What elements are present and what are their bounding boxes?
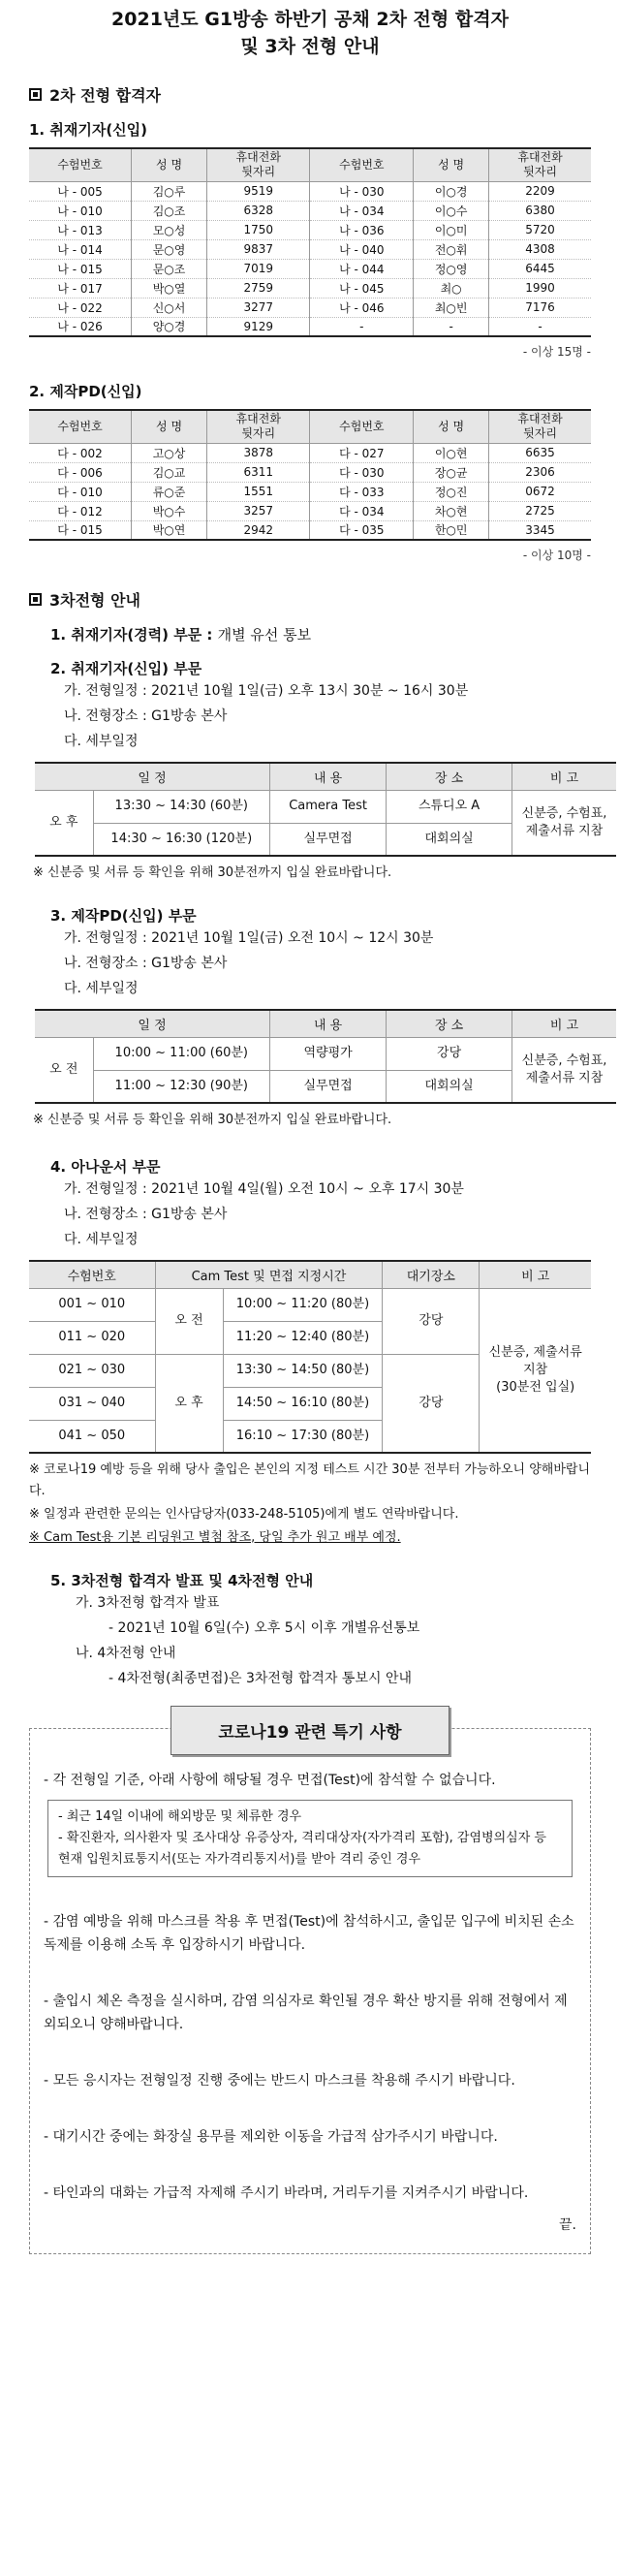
table-cell: 9837 (206, 239, 310, 259)
ampm-cell: 오 전 (155, 1288, 223, 1354)
part-announcer: 4. 아나운서 부문 (50, 1158, 161, 1176)
table-cell: 양○경 (132, 317, 207, 336)
square-bullet-icon (29, 88, 42, 101)
announcer-schedule-table (29, 1260, 591, 1454)
section-heading-third-round (29, 588, 591, 611)
title-line-1: 2021년도 G1방송 하반기 공채 2차 전형 합격자 (111, 9, 509, 30)
table-cell: 다 - 002 (29, 443, 132, 462)
detail-line: 나. 전형장소 : G1방송 본사 (64, 708, 228, 724)
number-cell: 021 ~ 030 (29, 1354, 155, 1387)
table-cell: 나 - 036 (310, 220, 414, 239)
table-cell: 2759 (206, 278, 310, 298)
reporter-schedule-table (35, 762, 616, 857)
detail-line: - 2021년 10월 6일(수) 오후 5시 이후 개별유선통보 (108, 1620, 420, 1636)
covid-item: - 모든 응시자는 전형일정 진행 중에는 반드시 마스크를 착용해 주시기 바랍니다. (44, 2073, 515, 2089)
table-cell: 나 - 034 (310, 201, 414, 220)
part-results: 5. 3차전형 합격자 발표 및 4차전형 안내 (50, 1572, 314, 1589)
number-cell: 031 ~ 040 (29, 1387, 155, 1420)
table-row (29, 501, 591, 520)
table-row (29, 317, 591, 336)
time-cell: 16:10 ~ 17:30 (80분) (223, 1420, 383, 1453)
producer-passers-table (29, 409, 591, 541)
col-header: 수험번호 (310, 148, 414, 181)
detail-line: 나. 전형장소 : G1방송 본사 (64, 956, 228, 971)
table-row (29, 443, 591, 462)
table-cell: 6635 (489, 443, 591, 462)
table-row (29, 278, 591, 298)
detail-line: 나. 전형장소 : G1방송 본사 (64, 1207, 228, 1222)
col-header: Cam Test 및 면접 지정시간 (155, 1261, 383, 1288)
table-row (29, 298, 591, 317)
covid-item: - 출입시 체온 측정을 실시하며, 감염 의심자로 확인될 경우 확산 방지를 위해 전형에서 제외되오니 양해바랍니다. (44, 1994, 568, 2032)
content-cell: 실무면접 (270, 1070, 387, 1103)
col-header: 비 고 (512, 763, 616, 790)
covid-notice-title: 코로나19 관련 특기 사항 (170, 1706, 449, 1755)
ampm-cell: 오 후 (155, 1354, 223, 1453)
col-header: 휴대전화 뒷자리 (489, 148, 591, 181)
col-header: 비 고 (480, 1261, 591, 1288)
detail-line: - 4차전형(최종면접)은 3차전형 합격자 통보시 안내 (108, 1671, 412, 1686)
table-cell: 0672 (489, 482, 591, 501)
table-cell: 7019 (206, 259, 310, 278)
table-row (29, 482, 591, 501)
table-cell: 2306 (489, 462, 591, 482)
part-text: 개별 유선 통보 (217, 626, 312, 644)
subsection-reporter-new: 1. 취재기자(신입) (29, 121, 148, 139)
covid-intro: - 각 전형일 기준, 아래 사항에 해당될 경우 면접(Test)에 참석할 수 없습니다. (44, 1773, 496, 1788)
time-cell: 11:00 ~ 12:30 (90분) (93, 1070, 270, 1103)
table-cell: 나 - 017 (29, 278, 132, 298)
table-cell: 문○영 (132, 239, 207, 259)
detail-line: 가. 전형일정 : 2021년 10월 1일(금) 오전 10시 ~ 12시 30분 (64, 930, 434, 946)
section-heading-passers (29, 83, 591, 106)
table-cell: 박○열 (132, 278, 207, 298)
end-mark: 끝. (559, 2217, 576, 2233)
table-cell: 김○루 (132, 181, 207, 201)
announcer-note-1: ※ 코로나19 예방 등을 위해 당사 출입은 본인의 지정 테스트 시간 30분 전부터 가능하오니 양해바랍니다. (29, 1462, 591, 1498)
time-cell: 10:00 ~ 11:00 (60분) (93, 1037, 270, 1070)
table-row (29, 201, 591, 220)
table-cell: - (310, 317, 414, 336)
table-cell: 다 - 033 (310, 482, 414, 501)
table-cell: 나 - 044 (310, 259, 414, 278)
col-header: 성 명 (414, 410, 489, 443)
table-cell: 3257 (206, 501, 310, 520)
table-cell: 6445 (489, 259, 591, 278)
place-cell: 대회의실 (387, 823, 512, 856)
content-cell: Camera Test (270, 790, 387, 823)
detail-line: 다. 세부일정 (64, 1232, 139, 1247)
part-title: 1. 취재기자(경력) 부문 : (50, 626, 218, 644)
table-cell: 다 - 027 (310, 443, 414, 462)
col-header: 성 명 (132, 410, 207, 443)
table-cell: 나 - 015 (29, 259, 132, 278)
table-cell: 장○균 (414, 462, 489, 482)
table-cell: 9519 (206, 181, 310, 201)
col-header: 장 소 (387, 1010, 512, 1037)
table-cell: 정○영 (414, 259, 489, 278)
table-cell: 다 - 015 (29, 520, 132, 540)
col-header: 휴대전화 뒷자리 (206, 410, 310, 443)
table-cell: 정○진 (414, 482, 489, 501)
table-cell: 다 - 030 (310, 462, 414, 482)
place-cell: 강당 (387, 1037, 512, 1070)
detail-line: 가. 전형일정 : 2021년 10월 1일(금) 오후 13시 30분 ~ 16시 30분 (64, 683, 469, 699)
detail-line: 다. 세부일정 (64, 734, 139, 749)
content-cell: 역량평가 (270, 1037, 387, 1070)
time-cell: 10:00 ~ 11:20 (80분) (223, 1288, 383, 1321)
table-cell: 다 - 006 (29, 462, 132, 482)
col-header: 휴대전화 뒷자리 (489, 410, 591, 443)
time-cell: 14:30 ~ 16:30 (120분) (93, 823, 270, 856)
table-cell: 문○조 (132, 259, 207, 278)
part-reporter-new: 2. 취재기자(신입) 부문 (50, 660, 202, 677)
col-header: 일 정 (35, 1010, 270, 1037)
table-cell: 고○상 (132, 443, 207, 462)
table-cell: 박○수 (132, 501, 207, 520)
ampm-cell: 오 전 (35, 1037, 93, 1103)
col-header: 장 소 (387, 763, 512, 790)
table-cell: 3345 (489, 520, 591, 540)
table-cell: 나 - 040 (310, 239, 414, 259)
col-header: 일 정 (35, 763, 270, 790)
number-cell: 011 ~ 020 (29, 1321, 155, 1354)
number-cell: 001 ~ 010 (29, 1288, 155, 1321)
table-cell: 1990 (489, 278, 591, 298)
announcer-note-3: ※ Cam Test용 기본 리딩원고 별첨 참조, 당일 추가 원고 배부 예정. (29, 1530, 401, 1545)
table-cell: 1551 (206, 482, 310, 501)
table-row (29, 220, 591, 239)
table-cell: 이○수 (414, 201, 489, 220)
remark-cell: 신분증, 제출서류 지참 (30분전 입실) (480, 1288, 591, 1453)
col-header: 내 용 (270, 1010, 387, 1037)
table-cell: 나 - 013 (29, 220, 132, 239)
table-row (29, 259, 591, 278)
table-cell: 차○현 (414, 501, 489, 520)
table-cell: 6311 (206, 462, 310, 482)
table-cell: - (489, 317, 591, 336)
table-cell: 김○조 (132, 201, 207, 220)
table-cell: 전○휘 (414, 239, 489, 259)
table-cell: 모○성 (132, 220, 207, 239)
subsection-producer-new: 2. 제작PD(신입) (29, 383, 142, 400)
arrival-note: ※ 신분증 및 서류 등 확인을 위해 30분전까지 입실 완료바랍니다. (33, 1113, 392, 1127)
table-cell: 다 - 034 (310, 501, 414, 520)
table-cell: 류○준 (132, 482, 207, 501)
time-cell: 13:30 ~ 14:30 (60분) (93, 790, 270, 823)
table-cell: 신○서 (132, 298, 207, 317)
reporter-passers-table (29, 147, 591, 337)
col-header: 수험번호 (310, 410, 414, 443)
table-row (29, 181, 591, 201)
table-cell: 다 - 035 (310, 520, 414, 540)
table-cell: 3878 (206, 443, 310, 462)
table-cell: 한○민 (414, 520, 489, 540)
table-cell: 나 - 030 (310, 181, 414, 201)
part-reporter-experienced (50, 624, 591, 644)
table-cell: 3277 (206, 298, 310, 317)
section-title: 3차전형 안내 (49, 591, 140, 610)
table-cell: 최○빈 (414, 298, 489, 317)
remark-cell: 신분증, 수험표, 제출서류 지참 (512, 790, 616, 856)
table-cell: 김○교 (132, 462, 207, 482)
time-cell: 14:50 ~ 16:10 (80분) (223, 1387, 383, 1420)
announcer-note-2: ※ 일정과 관련한 문의는 인사담당자(033-248-5105)에게 별도 연락바랍니다. (29, 1507, 459, 1522)
square-bullet-icon (29, 593, 42, 606)
table-cell: 나 - 045 (310, 278, 414, 298)
table-cell: 7176 (489, 298, 591, 317)
producer-schedule-table (35, 1009, 616, 1104)
table-cell: 2209 (489, 181, 591, 201)
table-cell: 4308 (489, 239, 591, 259)
covid-exclusion-box (47, 1800, 573, 1877)
table-cell: 나 - 010 (29, 201, 132, 220)
reporter-count: - 이상 15명 - (522, 345, 591, 359)
table-cell: 이○경 (414, 181, 489, 201)
page-title (29, 0, 591, 60)
col-header: 수험번호 (29, 1261, 155, 1288)
table-cell: 6328 (206, 201, 310, 220)
col-header: 성 명 (414, 148, 489, 181)
table-cell: 나 - 005 (29, 181, 132, 201)
arrival-note: ※ 신분증 및 서류 등 확인을 위해 30분전까지 입실 완료바랍니다. (33, 865, 392, 880)
detail-line: 나. 4차전형 안내 (76, 1646, 176, 1661)
section-title: 2차 전형 합격자 (49, 86, 162, 105)
time-cell: 11:20 ~ 12:40 (80분) (223, 1321, 383, 1354)
table-cell: - (414, 317, 489, 336)
table-cell: 다 - 010 (29, 482, 132, 501)
remark-cell: 신분증, 수험표, 제출서류 지참 (512, 1037, 616, 1103)
table-cell: 1750 (206, 220, 310, 239)
table-cell: 6380 (489, 201, 591, 220)
col-header: 대기장소 (383, 1261, 480, 1288)
table-row (29, 462, 591, 482)
table-cell: 2725 (489, 501, 591, 520)
table-cell: 나 - 026 (29, 317, 132, 336)
title-line-2: 및 3차 전형 안내 (240, 36, 380, 57)
table-cell: 나 - 014 (29, 239, 132, 259)
col-header: 휴대전화 뒷자리 (206, 148, 310, 181)
producer-count: - 이상 10명 - (522, 549, 591, 562)
place-cell: 강당 (383, 1288, 480, 1354)
table-row (29, 520, 591, 540)
ampm-cell: 오 후 (35, 790, 93, 856)
place-cell: 강당 (383, 1354, 480, 1453)
col-header: 성 명 (132, 148, 207, 181)
detail-line: 가. 전형일정 : 2021년 10월 4일(월) 오전 10시 ~ 오후 17시 30분 (64, 1181, 464, 1197)
table-cell: 나 - 022 (29, 298, 132, 317)
covid-item: - 감염 예방을 위해 마스크를 착용 후 면접(Test)에 참석하시고, 출입문 입구에 비치된 손소독제를 이용해 소독 후 입장하시기 바랍니다. (44, 1914, 574, 1953)
detail-line: 가. 3차전형 합격자 발표 (76, 1595, 220, 1611)
table-cell: 이○현 (414, 443, 489, 462)
table-cell: 2942 (206, 520, 310, 540)
table-cell: 9129 (206, 317, 310, 336)
table-cell: 최○ (414, 278, 489, 298)
place-cell: 대회의실 (387, 1070, 512, 1103)
covid-notice-box (29, 1723, 591, 2254)
col-header: 비 고 (512, 1010, 616, 1037)
table-cell: 이○미 (414, 220, 489, 239)
detail-line: 다. 세부일정 (64, 981, 139, 996)
col-header: 수험번호 (29, 410, 132, 443)
time-cell: 13:30 ~ 14:50 (80분) (223, 1354, 383, 1387)
covid-exclusion-item: - 확진환자, 의사환자 및 조사대상 유증상자, 격리대상자(자가격리 포함), 감염병의심자 등 현재 입원치료통지서(또는 자가격리통지서)를 받아 격리 중인 경우 (58, 1831, 546, 1867)
table-cell: 박○연 (132, 520, 207, 540)
table-cell: 다 - 012 (29, 501, 132, 520)
col-header: 수험번호 (29, 148, 132, 181)
number-cell: 041 ~ 050 (29, 1420, 155, 1453)
table-cell: 나 - 046 (310, 298, 414, 317)
part-producer-new: 3. 제작PD(신입) 부문 (50, 907, 197, 925)
table-cell: 5720 (489, 220, 591, 239)
covid-item: - 타인과의 대화는 가급적 자제해 주시기 바라며, 거리두기를 지켜주시기 바랍니다. (44, 2185, 529, 2201)
covid-item: - 대기시간 중에는 화장실 용무를 제외한 이동을 가급적 삼가주시기 바랍니다. (44, 2129, 498, 2145)
table-row (29, 239, 591, 259)
place-cell: 스튜디오 A (387, 790, 512, 823)
covid-exclusion-item: - 최근 14일 이내에 해외방문 및 체류한 경우 (58, 1809, 302, 1824)
col-header: 내 용 (270, 763, 387, 790)
content-cell: 실무면접 (270, 823, 387, 856)
